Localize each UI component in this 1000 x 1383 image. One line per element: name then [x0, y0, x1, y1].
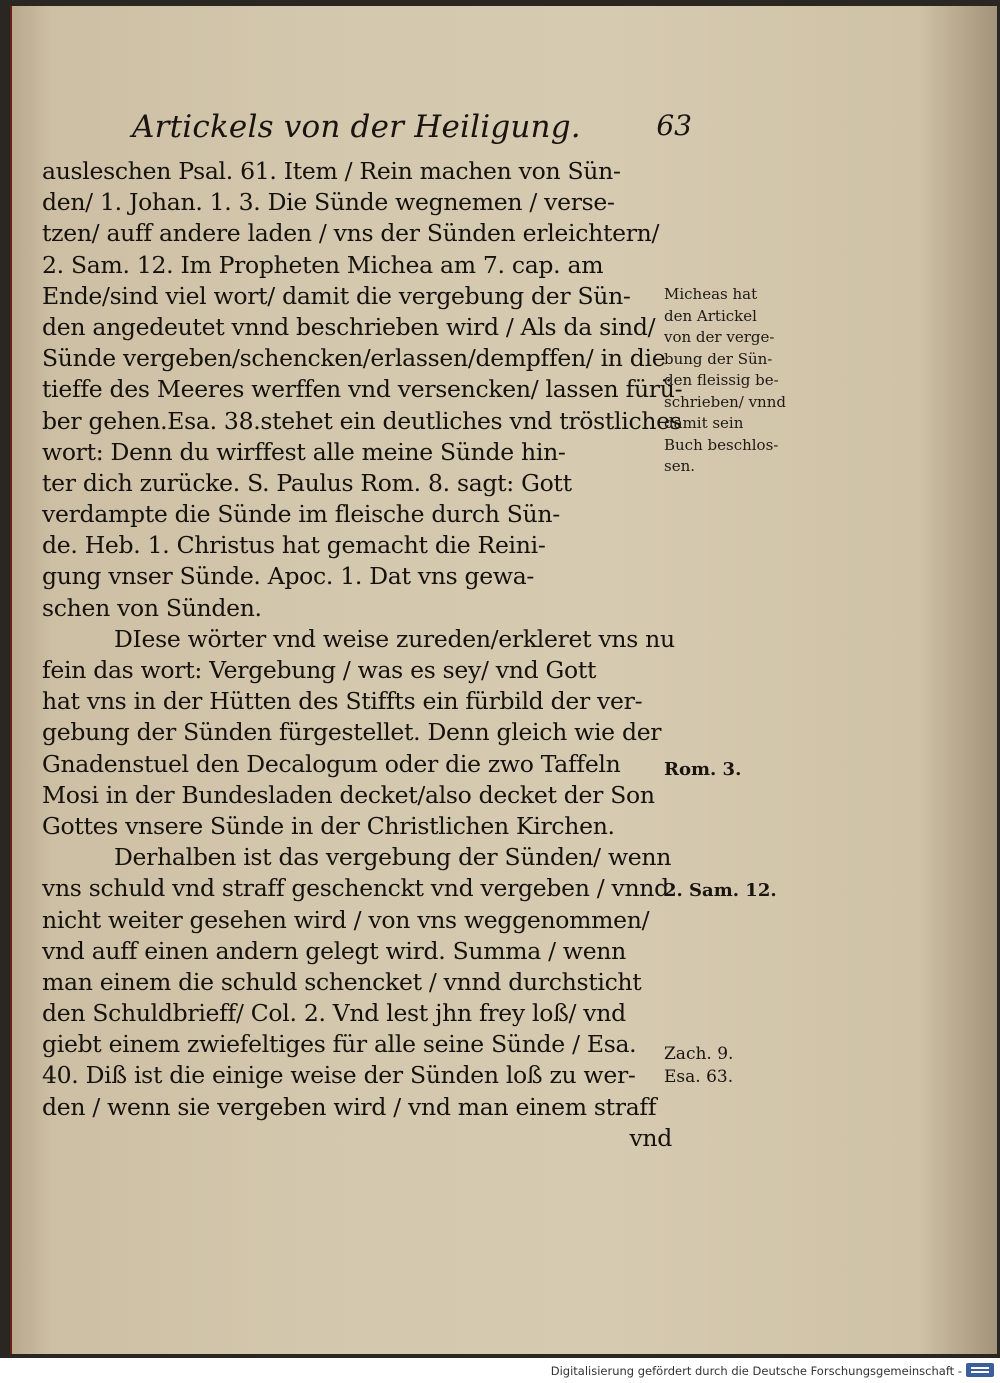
text-line: den / wenn sie vergeben wird / vnd man einem straff — [42, 1092, 657, 1121]
body-text — [42, 156, 682, 1154]
marginal-note-line: bung der Sün- — [664, 349, 773, 368]
text-line: vnd — [629, 1123, 672, 1152]
marginal-note-line: von der verge- — [664, 328, 775, 346]
book-page — [10, 6, 997, 1354]
text-line: tzen/ auff andere laden / vns der Sünden erleichtern/ — [42, 219, 660, 248]
text-line: man einem die schuld schencket / vnnd durchsticht — [42, 967, 642, 996]
text-line: den/ 1. Johan. 1. 3. Die Sünde wegnemen / verse- — [42, 188, 615, 217]
text-line: vnd auff einen andern gelegt wird. Summa / wenn — [42, 936, 626, 965]
text-line: gung vnser Sünde. Apoc. 1. Dat vns gewa- — [42, 562, 535, 591]
text-line: den Schuldbrieff/ Col. 2. Vnd lest jhn frey loß/ vnd — [42, 999, 626, 1028]
marginal-note-esa: Esa. 63. — [664, 1067, 734, 1087]
text-line: ber gehen.Esa. 38.stehet ein deutliches vnd tröstliches — [42, 406, 682, 435]
marginal-note-rom: Rom. 3. — [664, 759, 742, 780]
text-line: vns schuld vnd straff geschenckt vnd vergeben / vnnd — [42, 874, 669, 903]
text-line: ausleschen Psal. 61. Item / Rein machen von Sün- — [42, 157, 621, 185]
text-line: DIese wörter vnd weise zureden/erkleret vns nu — [114, 624, 675, 653]
text-line: gebung der Sünden fürgestellet. Denn gleich wie der — [42, 718, 662, 747]
text-line: 2. Sam. 12. Im Propheten Michea am 7. cap. am — [42, 250, 604, 279]
marginal-note-line: damit sein — [664, 414, 744, 432]
footer-credit: Digitalisierung gefördert durch die Deutsche Forschungsgemeinschaft - — [550, 1364, 962, 1378]
marginal-note-sam: 2. Sam. 12. — [664, 880, 777, 901]
text-line: Gnadenstuel den Decalogum oder die zwo Taffeln — [42, 749, 621, 778]
text-line: de. Heb. 1. Christus hat gemacht die Reini- — [42, 531, 546, 560]
text-line: Ende/sind viel wort/ damit die vergebung der Sün- — [42, 281, 631, 310]
text-line: Gottes vnsere Sünde in der Christlichen Kirchen. — [42, 811, 615, 840]
dfg-logo-icon — [966, 1363, 994, 1377]
text-line: schen von Sünden. — [42, 593, 262, 622]
text-line: Mosi in der Bundesladen decket/also decket der Son — [42, 780, 655, 809]
marginal-note-line: schrieben/ vnnd — [664, 392, 786, 411]
text-line: wort: Denn du wirffest alle meine Sünde hin- — [42, 437, 566, 466]
text-line: den angedeutet vnnd beschrieben wird / Als da sind/ — [42, 312, 656, 341]
text-line: Sünde vergeben/schencken/erlassen/dempffen/ in die — [42, 344, 666, 373]
marginal-note-micheas — [664, 284, 844, 478]
text-line: giebt einem zwiefeltiges für alle seine Sünde / Esa. — [42, 1030, 637, 1059]
text-line: verdampte die Sünde im fleische durch Sün- — [42, 500, 560, 529]
page-header — [132, 109, 692, 155]
page-number: 63 — [656, 109, 692, 142]
text-line: nicht weiter gesehen wird / von vns weggenommen/ — [42, 905, 650, 934]
text-line: fein das wort: Vergebung / was es sey/ vnd Gott — [42, 656, 597, 684]
text-line: hat vns in der Hütten des Stiffts ein fürbild der ver- — [42, 687, 643, 716]
marginal-note-line: Buch beschlos- — [664, 435, 779, 454]
marginal-note-line: Micheas hat — [664, 285, 758, 303]
running-title: Artickels von der Heiligung. — [132, 109, 581, 145]
text-line: tieffe des Meeres werffen vnd versencken/ lassen fürü- — [42, 375, 683, 404]
text-line: 40. Diß ist die einige weise der Sünden loß zu wer- — [42, 1061, 636, 1090]
text-line: Derhalben ist das vergebung der Sünden/ wenn — [114, 843, 672, 872]
marginal-note-line: den fleissig be- — [664, 371, 779, 389]
text-line: ter dich zurücke. S. Paulus Rom. 8. sagt: Gott — [42, 468, 572, 497]
marginal-note-zach: Zach. 9. — [664, 1044, 734, 1064]
footer-bar — [0, 1358, 1000, 1383]
marginal-note-line: den Artickel — [664, 306, 757, 325]
marginal-note-line: sen. — [664, 457, 696, 475]
